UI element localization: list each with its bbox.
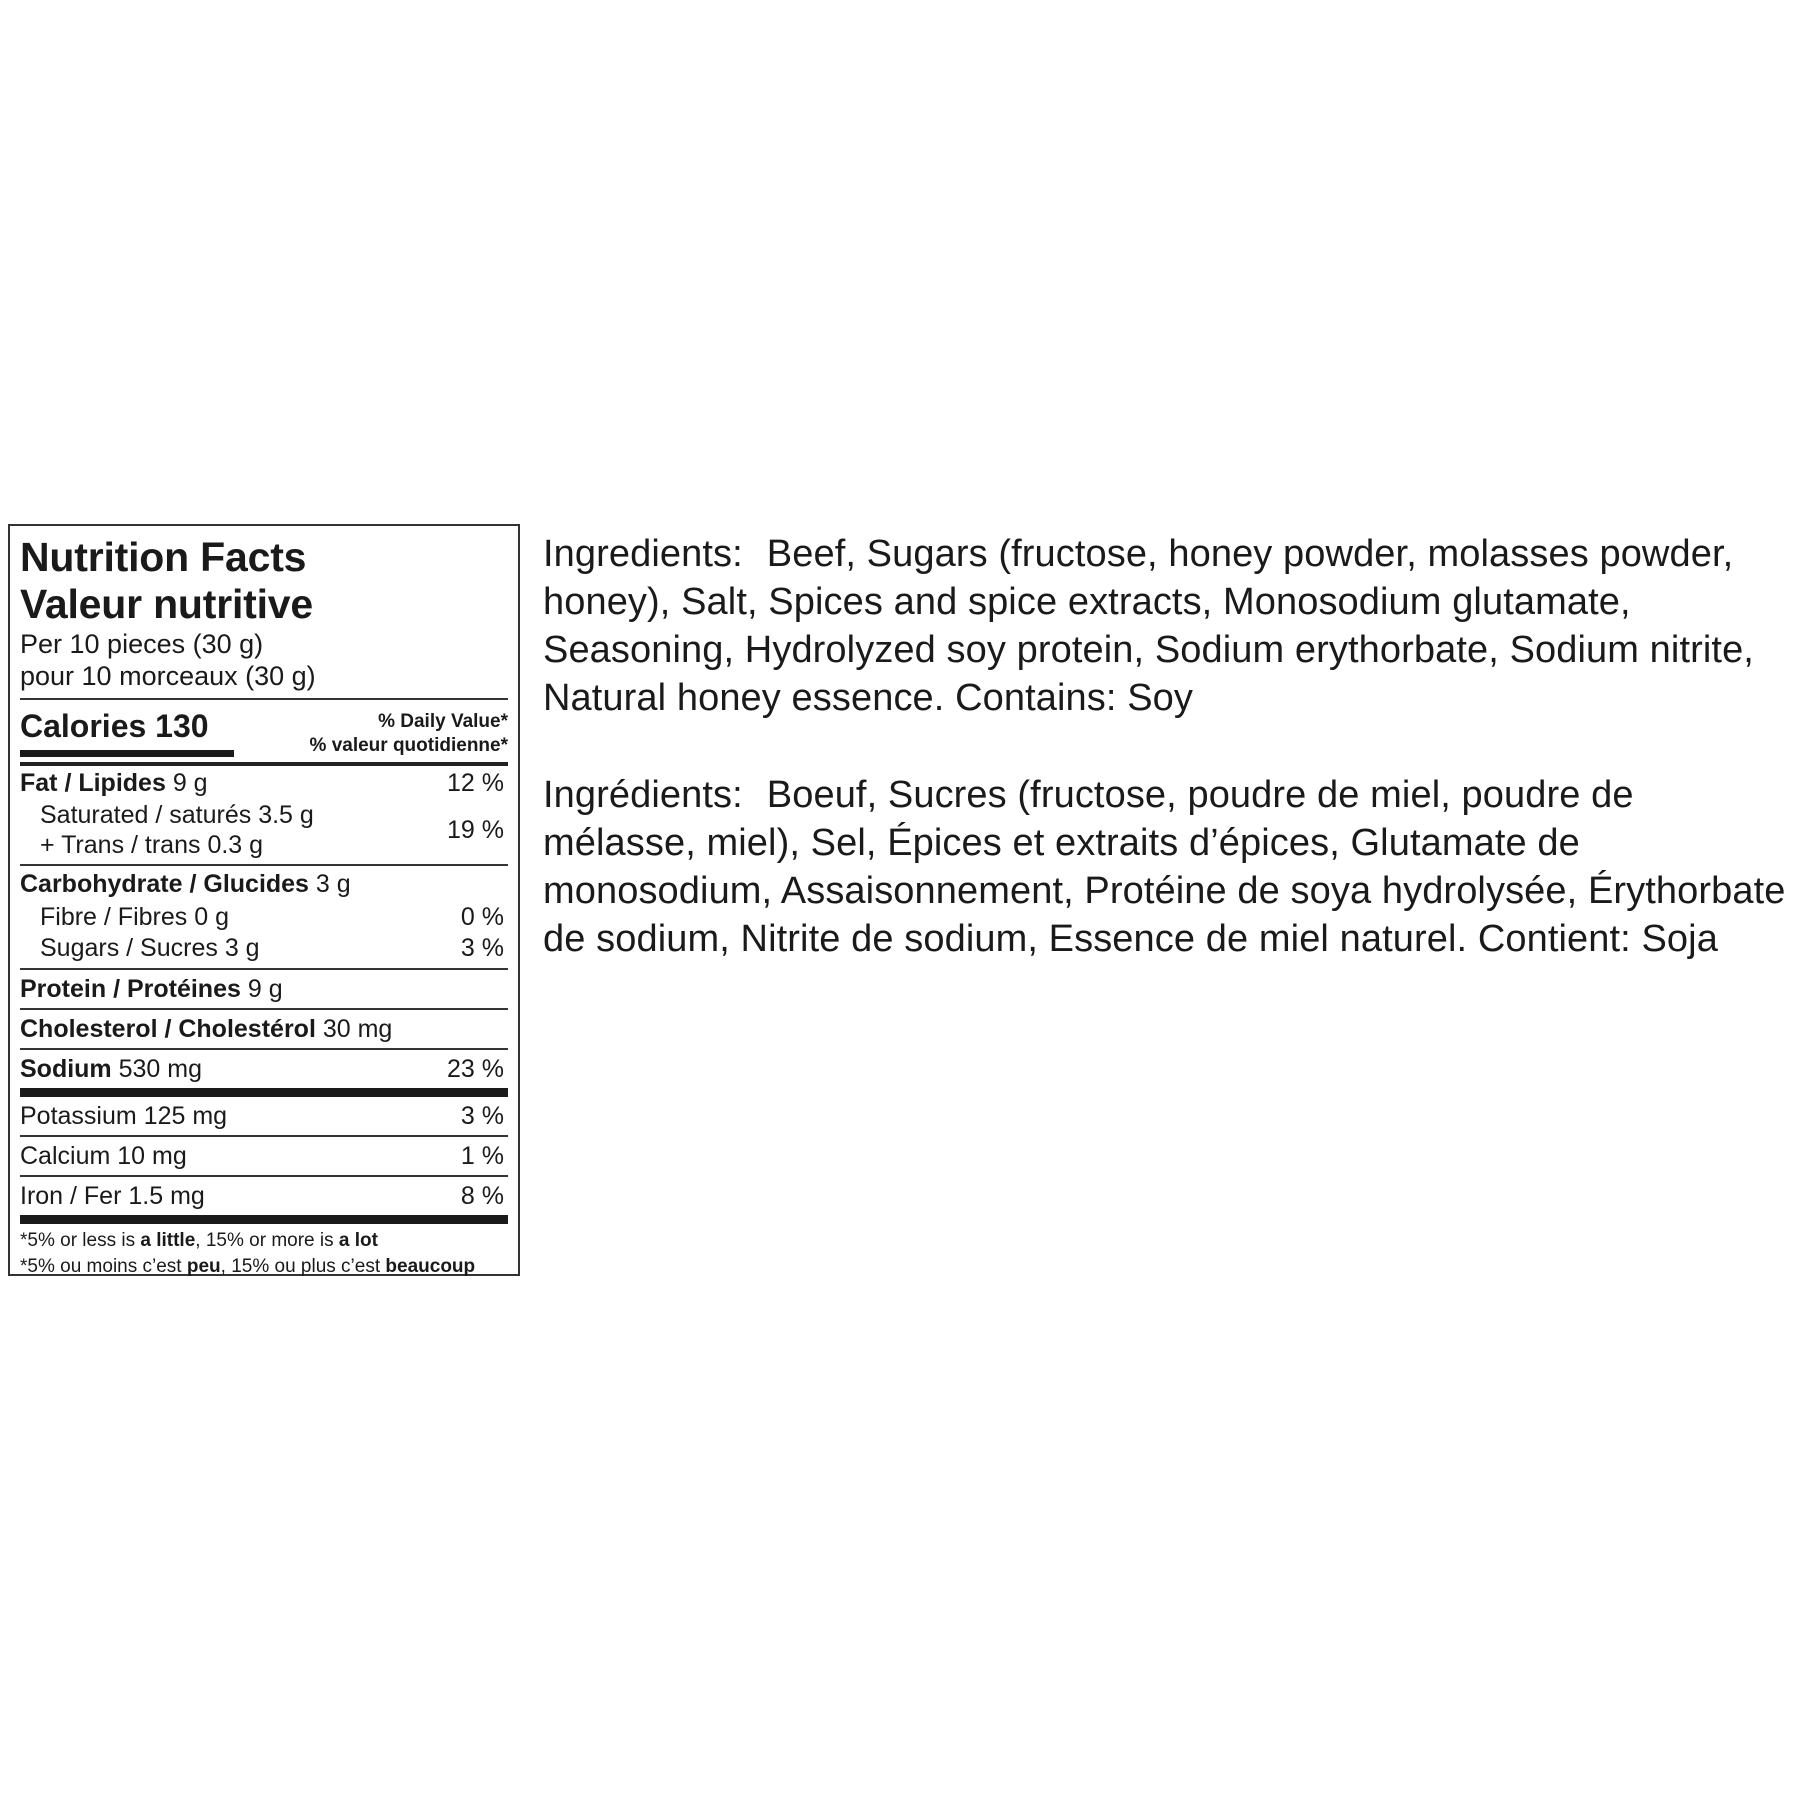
saturated-trans-row: [20, 800, 508, 860]
serving-size-fr: pour 10 morceaux (30 g): [20, 661, 316, 691]
iron-amount: 1.5 mg: [128, 1181, 205, 1210]
footnote-fr-bold: beaucoup: [385, 1256, 476, 1277]
sugars-dv: 3 %: [460, 933, 504, 962]
calories-row: [20, 702, 508, 762]
carbohydrate-row: [20, 866, 508, 902]
title-fr: Valeur nutritive: [20, 581, 314, 627]
daily-value-header-en: % Daily Value*: [378, 711, 508, 732]
sodium-amount: 530 mg: [118, 1054, 203, 1083]
sodium-row: [20, 1050, 508, 1088]
footnote-en-bold: a lot: [338, 1230, 378, 1251]
calories-label: Calories: [20, 708, 147, 744]
sugars-row: [20, 932, 508, 964]
footnote-en-bold: a little: [140, 1230, 196, 1251]
fibre-label: Fibre / Fibres: [40, 902, 188, 931]
saturated-amount: 3.5 g: [258, 801, 314, 829]
cholesterol-amount: 30 mg: [322, 1014, 393, 1043]
ingredients-en-label: Ingredients:: [543, 533, 743, 575]
ingredients-fr: [543, 771, 1793, 963]
fibre-row: [20, 902, 508, 932]
ingredients-en: [543, 530, 1793, 722]
trans-amount: 0.3 g: [207, 831, 264, 859]
fat-row: [20, 766, 508, 800]
footnote: [20, 1224, 508, 1280]
divider-thick: [20, 1215, 508, 1224]
protein-row: [20, 970, 508, 1008]
divider-thick: [20, 1088, 508, 1097]
potassium-amount: 125 mg: [143, 1101, 228, 1130]
daily-value-header: [310, 710, 508, 758]
saturated-trans-dv: 19 %: [447, 815, 504, 844]
carbohydrate-amount: 3 g: [315, 869, 351, 898]
iron-row: [20, 1177, 508, 1215]
cholesterol-row: [20, 1010, 508, 1048]
sodium-label: Sodium: [20, 1054, 112, 1083]
footnote-en-part: , 15% or more is: [195, 1230, 339, 1251]
fat-label: Fat / Lipides: [20, 768, 166, 797]
calories-value: 130: [155, 708, 209, 744]
daily-value-header-fr: % valeur quotidienne*: [309, 735, 508, 756]
carbohydrate-label: Carbohydrate / Glucides: [20, 869, 309, 898]
divider: [20, 698, 508, 700]
calories-text: [20, 708, 209, 744]
footnote-fr: [20, 1254, 508, 1280]
calcium-row: [20, 1137, 508, 1175]
ingredients-fr-label: Ingrédients:: [543, 774, 743, 816]
cholesterol-label: Cholesterol / Cholestérol: [20, 1014, 316, 1043]
footnote-en: [20, 1228, 508, 1254]
fibre-dv: 0 %: [460, 902, 504, 931]
calcium-dv: 1 %: [460, 1141, 504, 1170]
fat-amount: 9 g: [172, 768, 208, 797]
calories-underline: [20, 750, 234, 757]
sodium-dv: 23 %: [447, 1054, 504, 1083]
potassium-label: Potassium: [20, 1101, 137, 1130]
sugars-label: Sugars / Sucres: [40, 933, 218, 962]
protein-label: Protein / Protéines: [20, 974, 241, 1003]
protein-amount: 9 g: [247, 974, 283, 1003]
footnote-fr-part: *5% ou moins c’est: [20, 1256, 187, 1277]
calcium-amount: 10 mg: [117, 1141, 187, 1170]
title-en: Nutrition Facts: [20, 534, 307, 580]
saturated-label: Saturated / saturés: [40, 801, 252, 829]
calcium-label: Calcium: [20, 1141, 111, 1170]
potassium-dv: 3 %: [460, 1101, 504, 1130]
potassium-row: [20, 1097, 508, 1135]
serving-size-en: Per 10 pieces (30 g): [20, 629, 264, 659]
footnote-fr-bold: peu: [186, 1256, 221, 1277]
footnote-fr-part: , 15% ou plus c’est: [220, 1256, 386, 1277]
trans-label: + Trans / trans: [40, 831, 201, 859]
fat-dv: 12 %: [447, 768, 504, 797]
ingredients-fr-text: Boeuf, Sucres (fructose, poudre de miel, poudre de mélasse, miel), Sel, Épices et extraits d’épices, Glutamate de monosodium, Assaisonnement, Protéine de soya hydrolysée, Érythorbate de sodium, Nitrite de sodium, Essence de miel naturel. Contient: Soja: [543, 774, 1786, 960]
nutrition-facts-table: [8, 524, 520, 1276]
fibre-amount: 0 g: [194, 902, 229, 931]
iron-dv: 8 %: [460, 1181, 504, 1210]
sugars-amount: 3 g: [224, 933, 260, 962]
footnote-en-part: *5% or less is: [20, 1230, 141, 1251]
ingredients-en-text: Beef, Sugars (fructose, honey powder, molasses powder, honey), Salt, Spices and spice extracts, Monosodium glutamate, Seasoning, Hydrolyzed soy protein, Sodium erythorbate, Sodium nitrite, Natural honey essence. Contains: Soy: [543, 533, 1754, 719]
iron-label: Iron / Fer: [20, 1181, 122, 1210]
